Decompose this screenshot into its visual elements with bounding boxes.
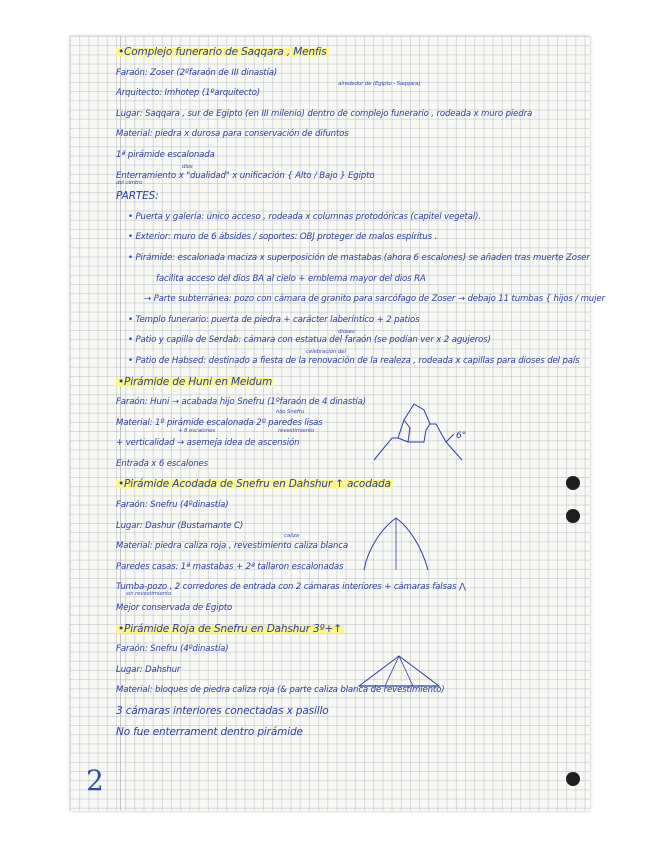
note-line: Lugar: Dashur (Bustamante C) (116, 520, 244, 531)
annotation: sin revestimiento (126, 591, 172, 598)
note-line: Faraón: Zoser (2ºfaraón de III dinastía) (116, 67, 278, 78)
list-item: • Patio y capilla de Serdab: cámara con estatua del faraón (se podían ver x 2 agujeros) dioses (128, 329, 491, 346)
annotation: revestimiento (278, 427, 315, 434)
annotation: dioses (338, 329, 355, 336)
annotation: dios (182, 163, 193, 170)
huni-pyramid-sketch (370, 398, 480, 468)
section-title-partes: PARTES: (116, 190, 159, 203)
angle-label: 6° (456, 431, 467, 441)
note-line: Paredes casas: 1ª mastabas + 2ª tallaron escalonadas (116, 561, 344, 572)
list-item: • Puerta y galería: único acceso , rodeada x columnas protodóricas (capitel vegetal). (128, 211, 481, 222)
annotation: caliza (284, 533, 299, 540)
note-line: No fue enterrament dentro pirámide (116, 725, 303, 738)
note-line: 1ª pirámide escalonada (116, 149, 215, 160)
list-item: • Patio de Habsed: destinado a fiesta de la renovación de la realeza , rodeada x capillas para dioses del país celebración del (128, 348, 580, 366)
list-item: • Exterior: muro de 6 ábsides / soportes: OBJ proteger de malos espíritus . (128, 232, 438, 243)
annotation: del centro (116, 179, 143, 186)
bent-pyramid-sketch (358, 514, 438, 574)
note-line: Faraón: Snefru (4ºdinastía) (116, 644, 229, 655)
red-pyramid-sketch (355, 650, 445, 695)
heading-acodada: •Pirámide Acodada de Snefru en Dahshur ↑ acodada (118, 478, 391, 491)
note-line: + verticalidad → asemeja idea de ascensión (116, 438, 300, 449)
annotation: + 8 escalones (178, 427, 215, 434)
binder-hole (566, 772, 580, 786)
note-line: Material: piedra caliza roja , revestimiento caliza blanca caliza (116, 533, 348, 552)
note-line: Arquitecto: Imhotep (1ºarquitecto) alrededor de (Egipto - Saqqara) (116, 81, 421, 99)
note-line: Lugar: Saqqara , sur de Egipto (en III milenio) dentro de complejo funerario , rodeada x muro piedra (116, 108, 533, 119)
note-line: Lugar: Dahshur (116, 664, 181, 675)
heading-huni: •Pirámide de Huni en Meidum (118, 375, 273, 388)
annotation: hijo Snefru (276, 408, 305, 415)
list-item: • Pirámide: escalonada maciza x superposición de mastabas (ahora 6 escalones) se añaden tras muerte Zoser (128, 252, 590, 263)
annotation: alrededor de (Egipto - Saqqara) (338, 81, 421, 88)
page-number: 2 (86, 764, 104, 797)
note-line: Material: 1º pirámide escalonada 2º paredes lisas hijo Snefru + 8 escalones revestimiento (116, 408, 323, 434)
note-line: Material: bloques de piedra caliza roja (& parte caliza blanca de revestimiento) (116, 685, 445, 696)
handwritten-notes (116, 42, 605, 742)
note-line: Tumba-pozo , 2 corredores de entrada con 2 cámaras interiores + cámaras falsas ⋀ sin revestimiento (116, 582, 466, 598)
list-item: • Templo funerario: puerta de piedra + carácter laberíntico + 2 patios (128, 314, 420, 325)
list-item-continuation: facilita acceso del dios BA al cielo + emblema mayor del dios RA (156, 273, 426, 284)
note-line: Enterramiento x "dualidad" x unificación { Alto / Bajo } Egipto dios del centro (116, 163, 375, 186)
list-subitem: → Parte subterránea: pozo con cámara de granito para sarcófago de Zoser → debajo 11 tumbas { hijos / mujer (144, 294, 605, 305)
note-line: Material: piedra x durosa para conservación de difuntos (116, 129, 349, 140)
heading-roja: •Pirámide Roja de Snefru en Dahshur 3º+↑ (118, 622, 342, 635)
heading-saqqara: •Complejo funerario de Saqqara , Menfis (118, 46, 327, 58)
note-line: Faraón: Huni → acabada hijo Snefru (1ºfaraón de 4 dinastía) (116, 397, 366, 408)
note-line: Mejor conservada de Egipto (116, 603, 233, 614)
note-line: Faraón: Snefru (4ºdinastía) (116, 500, 229, 511)
notebook-page (70, 36, 605, 811)
annotation: celebración del (306, 348, 346, 355)
note-line: Entrada x 6 escalones (116, 458, 208, 469)
note-line: 3 cámaras interiores conectadas x pasillo (116, 705, 329, 717)
